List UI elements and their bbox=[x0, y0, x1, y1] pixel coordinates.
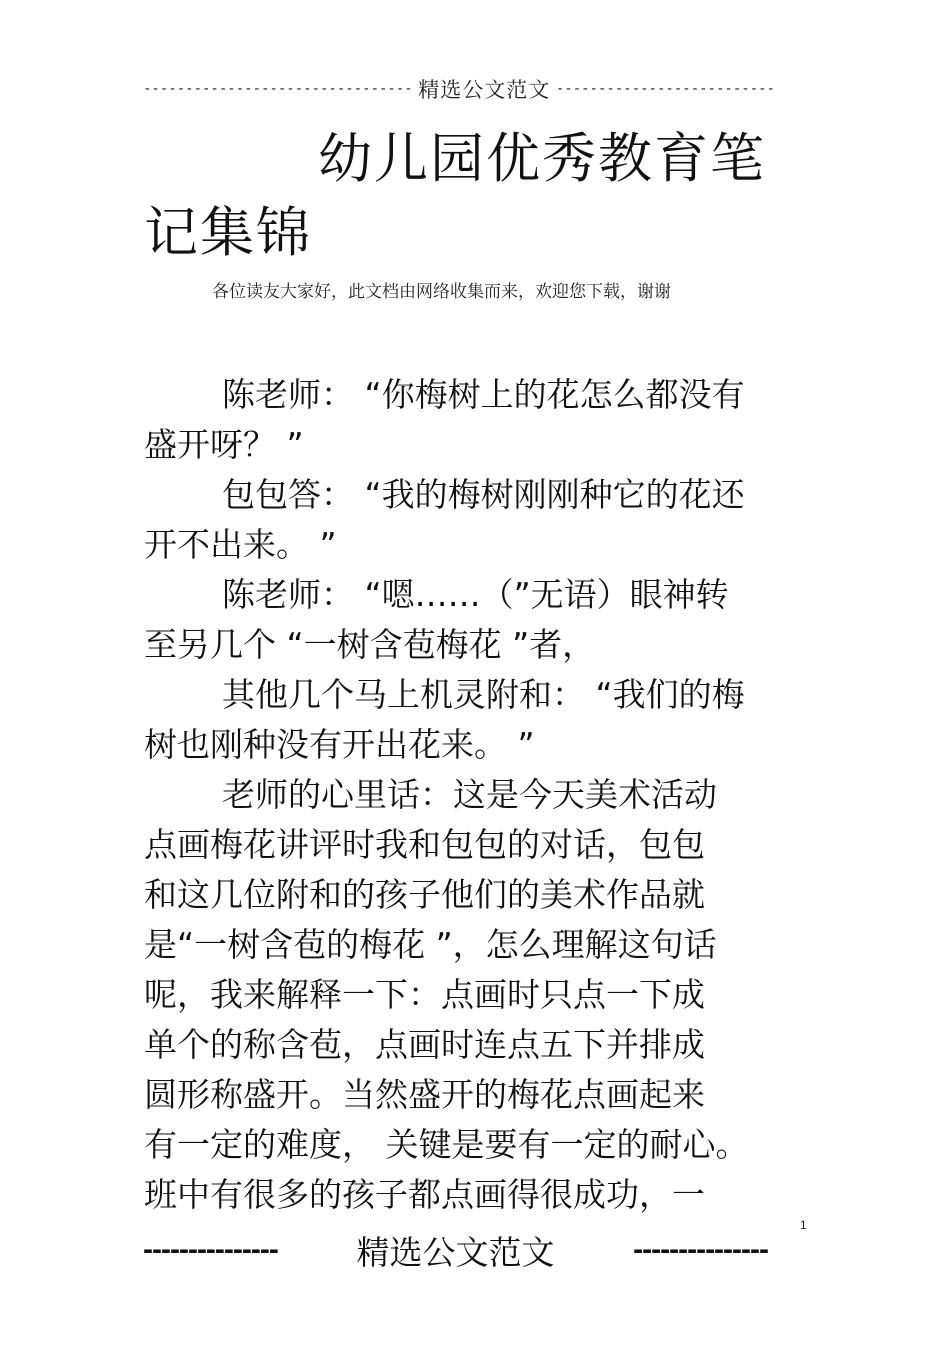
page-number: 1 bbox=[800, 1218, 807, 1232]
header-dash-right: -------------------------- bbox=[555, 81, 775, 97]
header-dash-left: -------------------------------- bbox=[143, 81, 413, 97]
document-title-line-2: 记集锦 bbox=[144, 201, 312, 264]
body-line: 班中有很多的孩子都点画得很成功，一 bbox=[144, 1175, 705, 1214]
body-line: 包包答： “我的梅树刚刚种它的花还 bbox=[222, 475, 745, 514]
body-line: 是“一树含苞的梅花 ”，怎么理解这句话 bbox=[144, 925, 717, 964]
body-line: 呢，我来解释一下：点画时只点一下成 bbox=[144, 975, 705, 1014]
body-line: 其他几个马上机灵附和： “我们的梅 bbox=[222, 675, 745, 714]
body-line: 和这几位附和的孩子他们的美术作品就 bbox=[144, 875, 705, 914]
body-line: 单个的称含苞，点画时连点五下并排成 bbox=[144, 1025, 705, 1064]
footer-dash-left: --------------- bbox=[143, 1233, 278, 1266]
page-footer bbox=[143, 1228, 768, 1272]
body-line: 开不出来。 ” bbox=[144, 525, 337, 564]
page-header bbox=[143, 74, 775, 104]
footer-dash-right: --------------- bbox=[633, 1233, 768, 1266]
body-line: 盛开呀？ ” bbox=[144, 425, 304, 464]
body-line: 至另几个 “一树含苞梅花 ”者， bbox=[144, 625, 596, 664]
body-line: 有一定的难度， 关键是要有一定的耐心。 bbox=[144, 1125, 749, 1164]
body-line: 点画梅花讲评时我和包包的对话，包包 bbox=[144, 825, 705, 864]
body-line: 陈老师： “嗯……（”无语）眼神转 bbox=[222, 575, 729, 614]
body-line: 老师的心里话：这是今天美术活动 bbox=[222, 775, 717, 814]
greeting-text: 各位读友大家好，此文档由网络收集而来，欢迎您下载，谢谢 bbox=[212, 282, 671, 302]
body-line: 陈老师： “你梅树上的花怎么都没有 bbox=[222, 375, 745, 414]
body-text bbox=[144, 370, 804, 1220]
document-title-line-1: 幼儿园优秀教育笔 bbox=[318, 127, 766, 190]
body-line: 圆形称盛开。当然盛开的梅花点画起来 bbox=[144, 1075, 705, 1114]
header-label: 精选公文范文 bbox=[418, 78, 551, 102]
footer-label: 精选公文范文 bbox=[356, 1232, 555, 1272]
body-line: 树也刚种没有开出花来。 ” bbox=[144, 725, 535, 764]
